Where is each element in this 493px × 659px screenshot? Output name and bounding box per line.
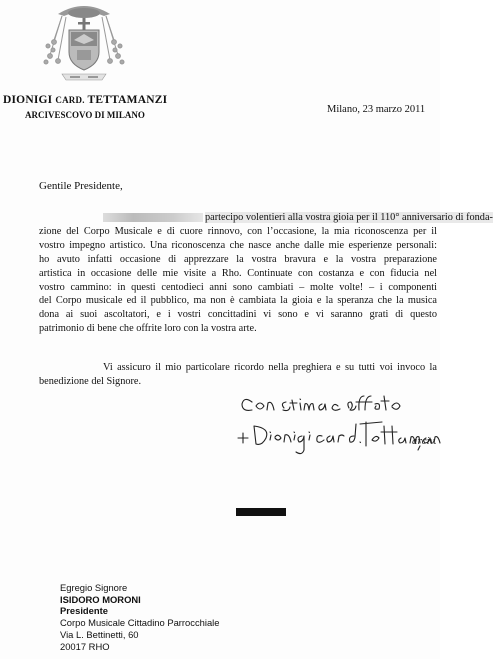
body-line: Vi assicuro il mio particolare ricordo nella preghiera e su tutti voi invoco la	[103, 362, 437, 373]
body-line: patrimonio di bene che offrite loro con la vostra arte.	[39, 323, 257, 335]
body-paragraph-1	[39, 211, 493, 336]
recipient-name: ISIDORO MORONI	[60, 593, 141, 605]
letter-date: Milano, 23 marzo 2011	[327, 104, 426, 115]
address-line: 20017 RHO	[60, 640, 110, 652]
address-line: Presidente	[60, 605, 108, 617]
body-line: dona ai suoi ascoltatori, e i vostri concittadini vi sono e vi saranno grati di questo	[39, 309, 437, 321]
address-line: Egregio Signore	[60, 582, 128, 593]
svg-text:arciv.: arciv.	[412, 437, 437, 447]
body-line: zione del Corpo Musicale e di cuore rinnovo, con l’occasione, la mia riconoscenza per il	[39, 225, 437, 237]
body-line: partecipo volentieri alla vostra gioia per il 110° anniversario di fonda-	[39, 211, 437, 225]
address-line: Corpo Musicale Cittadino Parrocchiale	[60, 617, 220, 629]
address-line: Via L. Bettinetti, 60	[60, 628, 139, 640]
body-line: del Corpo musicale ed il pubblico, ma non è cambiata la gioia e la speranza che la musica	[39, 295, 437, 307]
recipient-address	[60, 582, 219, 652]
body-line: vostro cammino: in questi centodieci anni sono cambiati – molte volte! – i componenti	[39, 281, 437, 293]
redaction-bar	[236, 508, 286, 516]
body-line: vostro impegno artistico. Una riconoscenza che nasce anche dalle mie esperienze personali:	[39, 239, 437, 251]
salutation: Gentile Presidente,	[39, 180, 123, 192]
handwritten-signature	[234, 382, 444, 462]
body-line: benedizione del Signore.	[39, 375, 142, 387]
sender-title: ARCIVESCOVO DI MILANO	[25, 110, 145, 120]
body-line: artistica in occasione delle mie visite a Rho. Continuate con costanza e con fiducia nel	[39, 267, 437, 279]
coat-of-arms-icon	[44, 0, 124, 82]
sender-name: DIONIGI CARD. TETTAMANZI	[3, 94, 168, 106]
body-line: ho avuto infatti occasione di apprezzare la vostra bravura e la vostra preparazione	[39, 253, 437, 265]
redacted-text	[103, 213, 203, 222]
